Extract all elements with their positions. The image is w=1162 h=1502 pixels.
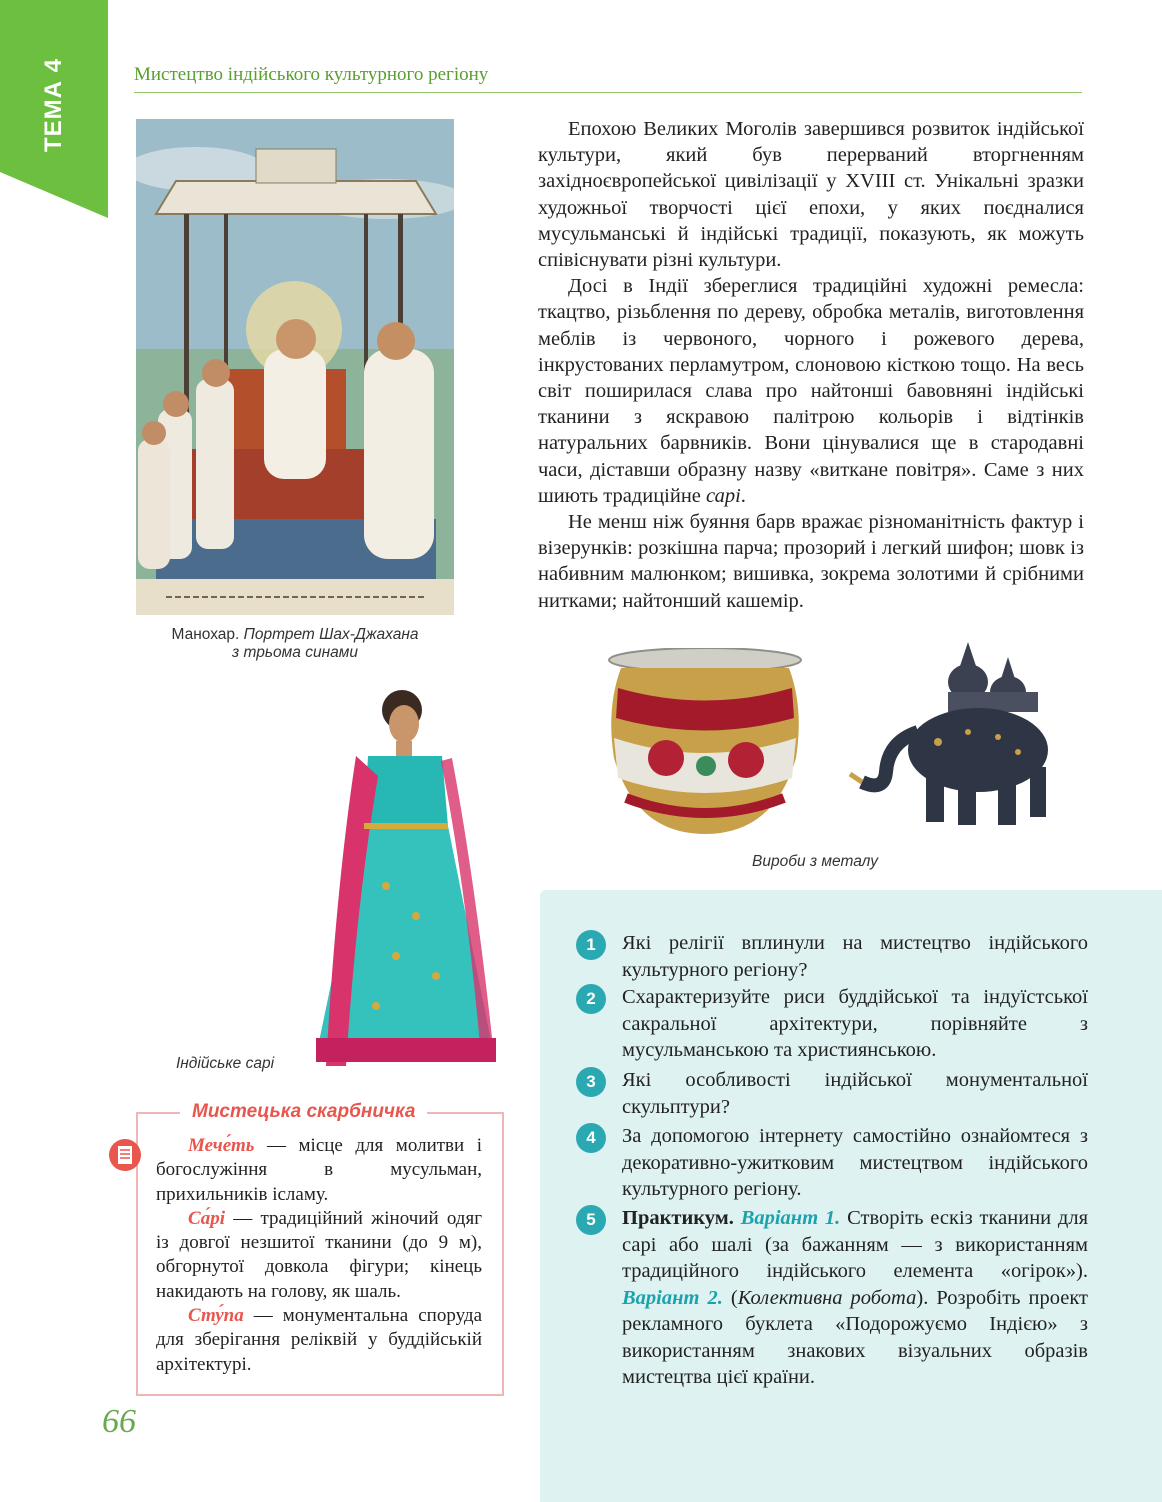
paragraph-3: Не менш ніж буяння барв вражає різноманітність фактур і візерунків: розкішна парча; прозорий і легкий шифон; шовк із набивним малюнком; вишивка, зокрема золотими й срібними нитками; найтонший кашемір. [538, 511, 1084, 612]
metal-caption: Вироби з металу [752, 853, 878, 870]
treasury-entry: Мече́ть — місце для молитви і богослужіння в мусульман, прихильників ісламу. [156, 1135, 482, 1205]
main-text [538, 116, 1084, 614]
portrait-caption [136, 626, 454, 662]
treasury-entry: Са́рі — традиційний жіночий одяг із довгої незшитої тканини (до 9 м), обгорнутої довкола фігури; кінець накидають на голову, як шаль. [156, 1207, 482, 1302]
question-item [578, 1123, 1088, 1203]
portrait-caption-title-1: Портрет Шах-Джахана [243, 626, 419, 643]
treasury-title: Мистецька скарбничка [180, 1101, 427, 1123]
question-text: Практикум. Варіант 1. Створіть ескіз тканини для сарі або шалі (за бажанням — з використанням традиційного індійського елемента «огірок»). Варіант 2. (Колективна робота). Розробіть проект рекламного буклета «Подорожуємо Індією» з використанням знакових візуальних образів мистецтва цієї країни. [622, 1207, 1089, 1388]
page-number: 66 [102, 1403, 136, 1440]
chapter-tab-label: ТЕМА 4 [40, 57, 67, 153]
elephant-figurine-image [848, 632, 1054, 838]
sari-caption: Індійське сарі [175, 1055, 275, 1072]
question-item [578, 930, 1088, 983]
question-number-badge: 4 [576, 1123, 606, 1153]
question-text: Які релігії вплинули на мистецтво індійського культурного регіону? [622, 932, 1088, 981]
treasury-text [156, 1134, 482, 1377]
question-text: Які особливості індійської монументальної скульптури? [622, 1069, 1088, 1118]
question-number-badge: 5 [576, 1205, 606, 1235]
treasury-entry: Сту́па — монументальна споруда для зберігання реліквій у буддійській архітектурі. [156, 1305, 482, 1375]
questions-box [540, 890, 1162, 1502]
question-item [578, 984, 1088, 1064]
question-number-badge: 2 [576, 984, 606, 1014]
enamel-pot-image [596, 648, 814, 834]
paragraph-1: Епохою Великих Моголів завершився розвиток індійської культури, який був перерваний вторгненням західноєвропейської цивілізації у XVIII ст. Унікальні зразки художньої творчості цієї епохи, у яких поєдналися мусульманські й індійські традиції, показують, як можуть співіснувати різні культури. [538, 118, 1084, 272]
question-item [578, 1067, 1088, 1120]
portrait-miniature-image [136, 119, 454, 615]
portrait-caption-title-2: з трьома синами [232, 644, 358, 661]
running-head: Мистецтво індійського культурного регіону [134, 64, 1082, 93]
question-number-badge: 3 [576, 1067, 606, 1097]
question-item [578, 1205, 1088, 1391]
question-number-badge: 1 [576, 930, 606, 960]
question-text: За допомогою інтернету самостійно ознайомтеся з декоративно-ужитковим мистецтвом індійського культурного регіону. [622, 1125, 1088, 1200]
document-icon [108, 1138, 142, 1172]
portrait-caption-author: Манохар. [171, 626, 244, 643]
sari-model-image [316, 686, 496, 1068]
paragraph-2: Досі в Індії збереглися традиційні художні ремесла: ткацтво, різьблення по дереву, обробка металів, виготовлення меблів із червоного, чорного і рожевого дерева, інкрустованих перламутром, слоновою кісткою тощо. На весь світ поширилася слава про найтонші бавовняні індійські тканини з яскравою палітрою кольорів і відтінків натуральних барвників. Вони цінувалися ще в стародавні часи, діставши образну назву «виткане повітря». Саме з них шиють традиційне сарі. [538, 275, 1084, 507]
chapter-tab [0, 0, 108, 218]
question-text: Схарактеризуйте риси буддійської та індуїстської сакральної архітектури, порівняйте з мусульманською та християнською. [622, 986, 1088, 1061]
